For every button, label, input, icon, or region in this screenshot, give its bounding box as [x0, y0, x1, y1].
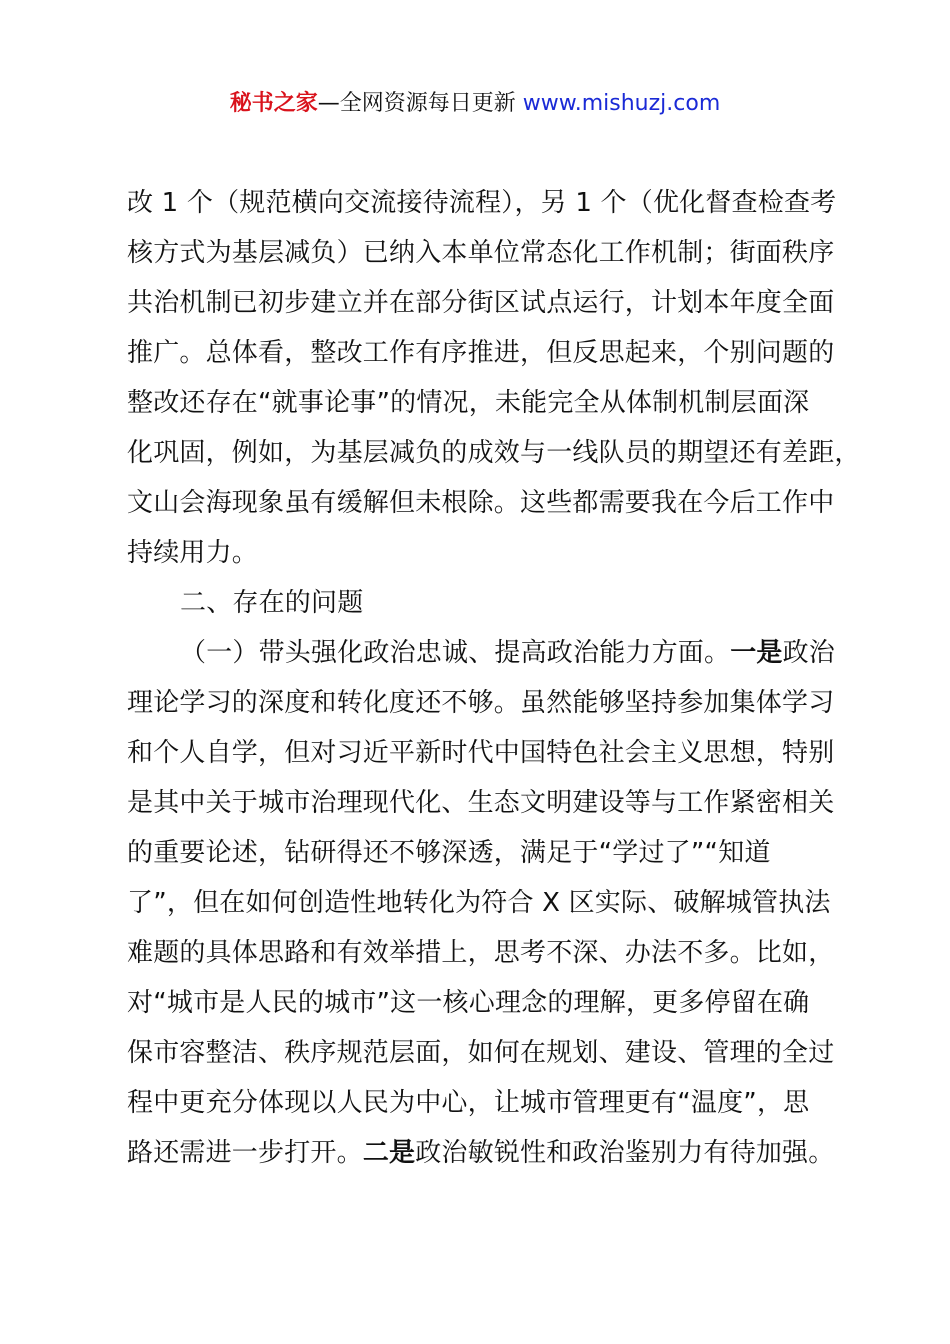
point-marker-one: 一是 [730, 638, 783, 668]
paragraph-line: 是其中关于城市治理现代化、生态文明建设等与工作紧密相关 [127, 788, 835, 818]
paragraph-last-line [127, 1133, 834, 1173]
paragraph-line: 和个人自学，但对习近平新时代中国特色社会主义思想，特别 [127, 738, 835, 768]
site-url-link[interactable]: www.mishuzj.com [522, 91, 721, 116]
point-marker-two: 二是 [362, 1138, 416, 1168]
paragraph-line: 改 1 个（规范横向交流接待流程），另 1 个（优化督查检查考 [127, 188, 837, 218]
paragraph-line: 难题的具体思路和有效举措上，思考不深、办法不多。比如， [127, 938, 835, 968]
paragraph-line: 保市容整洁、秩序规范层面，如何在规划、建设、管理的全过 [127, 1038, 835, 1068]
paragraph-line: 推广。总体看，整改工作有序推进，但反思起来，个别问题的 [127, 338, 835, 368]
paragraph-line: 对“城市是人民的城市”这一核心理念的理解，更多停留在确 [127, 988, 810, 1018]
subsection-lead: （一）带头强化政治忠诚、提高政治能力方面。 [180, 638, 731, 668]
paragraph-line: 整改还存在“就事论事”的情况，未能完全从体制机制层面深 [127, 388, 810, 418]
paragraph-line: 理论学习的深度和转化度还不够。虽然能够坚持参加集体学习 [127, 688, 835, 718]
paragraph-line: 文山会海现象虽有缓解但未根除。这些都需要我在今后工作中 [127, 488, 835, 518]
page-header [0, 86, 950, 122]
section-heading: 二、存在的问题 [180, 588, 364, 618]
subsection-first-line [180, 633, 835, 673]
paragraph-line: 共治机制已初步建立并在部分街区试点运行，计划本年度全面 [127, 288, 835, 318]
paragraph-line: 化巩固，例如，为基层减负的成效与一线队员的期望还有差距， [127, 438, 861, 468]
subsection-rest: 政治 [782, 638, 836, 668]
paragraph-line: 持续用力。 [127, 538, 259, 568]
last-line-rest: 政治敏锐性和政治鉴别力有待加强。 [415, 1138, 835, 1168]
header-tagline: —全网资源每日更新 [317, 91, 523, 116]
last-line-pre: 路还需进一步打开。 [127, 1138, 363, 1168]
paragraph-line: 核方式为基层减负）已纳入本单位常态化工作机制；街面秩序 [127, 238, 835, 268]
paragraph-line: 程中更充分体现以人民为中心，让城市管理更有“温度”，思 [127, 1088, 810, 1118]
paragraph-line: 的重要论述，钻研得还不够深透，满足于“学过了”“知道 [127, 838, 771, 868]
brand-name: 秘书之家 [229, 91, 318, 116]
paragraph-line: 了”，但在如何创造性地转化为符合 X 区实际、破解城管执法 [127, 888, 831, 918]
